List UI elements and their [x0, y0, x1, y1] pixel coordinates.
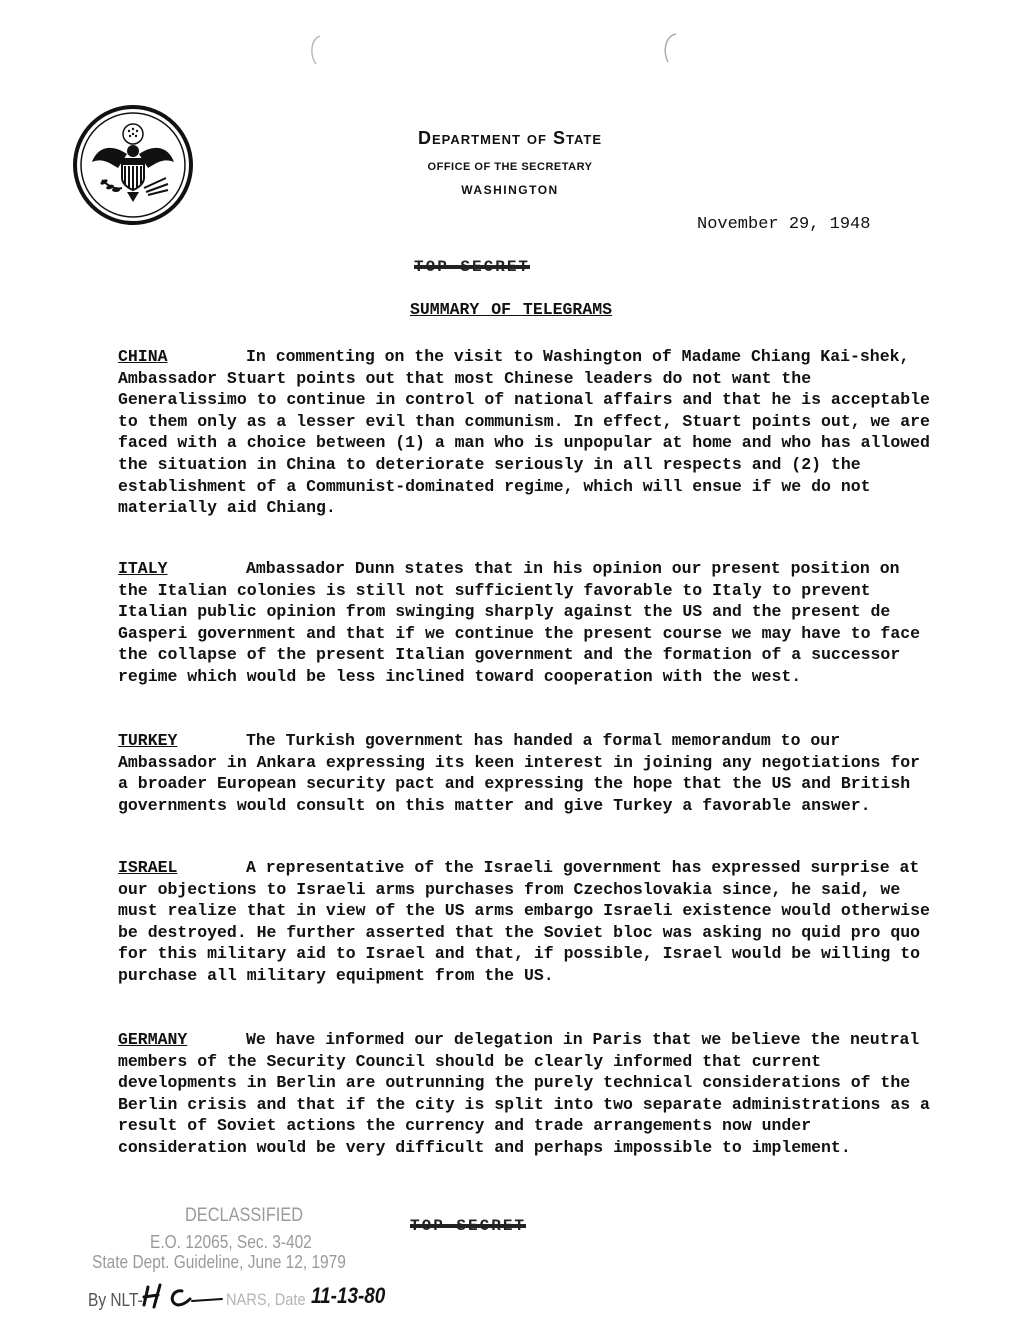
- section-label: ITALY: [118, 559, 168, 578]
- section-turkey: [118, 730, 938, 816]
- section-text: A representative of the Israeli government has expressed surprise at our objections to Israeli arms purchases from Czechoslovakia since, he said, we must realize that in view of the US arms embargo Israeli existence would otherwise be destroyed. He further asserted that the Soviet bloc was asking no quid pro quo for this military aid to Israel and that, if possible, Israel would be willing to purchase all military equipment from the US.: [118, 858, 930, 985]
- document-title: SUMMARY OF TELEGRAMS: [410, 300, 613, 319]
- declassification-date: 11-13-80: [311, 1283, 386, 1308]
- declassification-by: By NLT-: [88, 1290, 143, 1310]
- office-subheading: OFFICE OF THE SECRETARY: [427, 161, 593, 173]
- section-text: In commenting on the visit to Washington of Madame Chiang Kai-shek, Ambassador Stuart points out that most Chinese leaders do not want the Generalissimo to continue in control of national affairs and that he is acceptable to them only as a lesser evil than communism. In effect, Stuart points out, we are faced with a choice between (1) a man who is unpopular at home and who has allowed the situation in China to deteriorate seriously in all respects and (2) the establishment of a Communist-dominated regime, which will ensue if we do not materially aid Chiang.: [118, 347, 930, 518]
- pencil-mark-icon: [660, 32, 680, 64]
- city-subheading: WASHINGTON: [461, 183, 559, 197]
- section-text: Ambassador Dunn states that in his opinion our present position on the Italian colonies is still not sufficiently favorable to Italy to prevent Italian public opinion from swinging sharply against the US and the present de Gasperi government and that if we continue the present course we may have to face the collapse of the present Italian government and the formation of a successor regime which would be less inclined toward cooperation with the west.: [118, 559, 921, 686]
- eagle-seal-icon: [72, 104, 194, 226]
- section-label: GERMANY: [118, 1030, 188, 1049]
- section-italy: [118, 558, 938, 688]
- section-label: CHINA: [118, 347, 168, 366]
- section-text: We have informed our delegation in Paris that we believe the neutral members of the Security Council should be clearly informed that current developments in Berlin are outrunning the purely technical considerations of the Berlin crisis and that if the city is split into two separate administrations as a result of Soviet actions the currency and trade arrangements now under consideration would be very difficult and perhaps impossible to implement.: [118, 1030, 930, 1157]
- section-label: ISRAEL: [118, 858, 178, 877]
- declassified-stamp: DECLASSIFIED: [185, 1205, 304, 1226]
- declassification-nara: NARS, Date: [226, 1290, 306, 1309]
- classification-mark-top: TOP SECRET: [414, 258, 531, 276]
- section-text: The Turkish government has handed a formal memorandum to our Ambassador in Ankara expressing its keen interest in joining any negotiations for a broader European security pact and expressing the hope that the US and British governments would consult on this matter and give Turkey a favorable answer.: [118, 731, 921, 815]
- section-germany: [118, 1029, 938, 1159]
- section-israel: [118, 857, 938, 987]
- declassification-authority: E.O. 12065, Sec. 3-402: [150, 1232, 312, 1252]
- declassification-guideline: State Dept. Guideline, June 12, 1979: [92, 1252, 346, 1272]
- pencil-mark-icon: [306, 34, 326, 66]
- document-date: November 29, 1948: [697, 215, 871, 234]
- classification-mark-bottom: TOP SECRET: [410, 1217, 527, 1235]
- section-label: TURKEY: [118, 731, 178, 750]
- department-heading: Department of State: [418, 128, 602, 148]
- section-china: [118, 346, 938, 519]
- handwritten-initials-icon: [142, 1283, 226, 1309]
